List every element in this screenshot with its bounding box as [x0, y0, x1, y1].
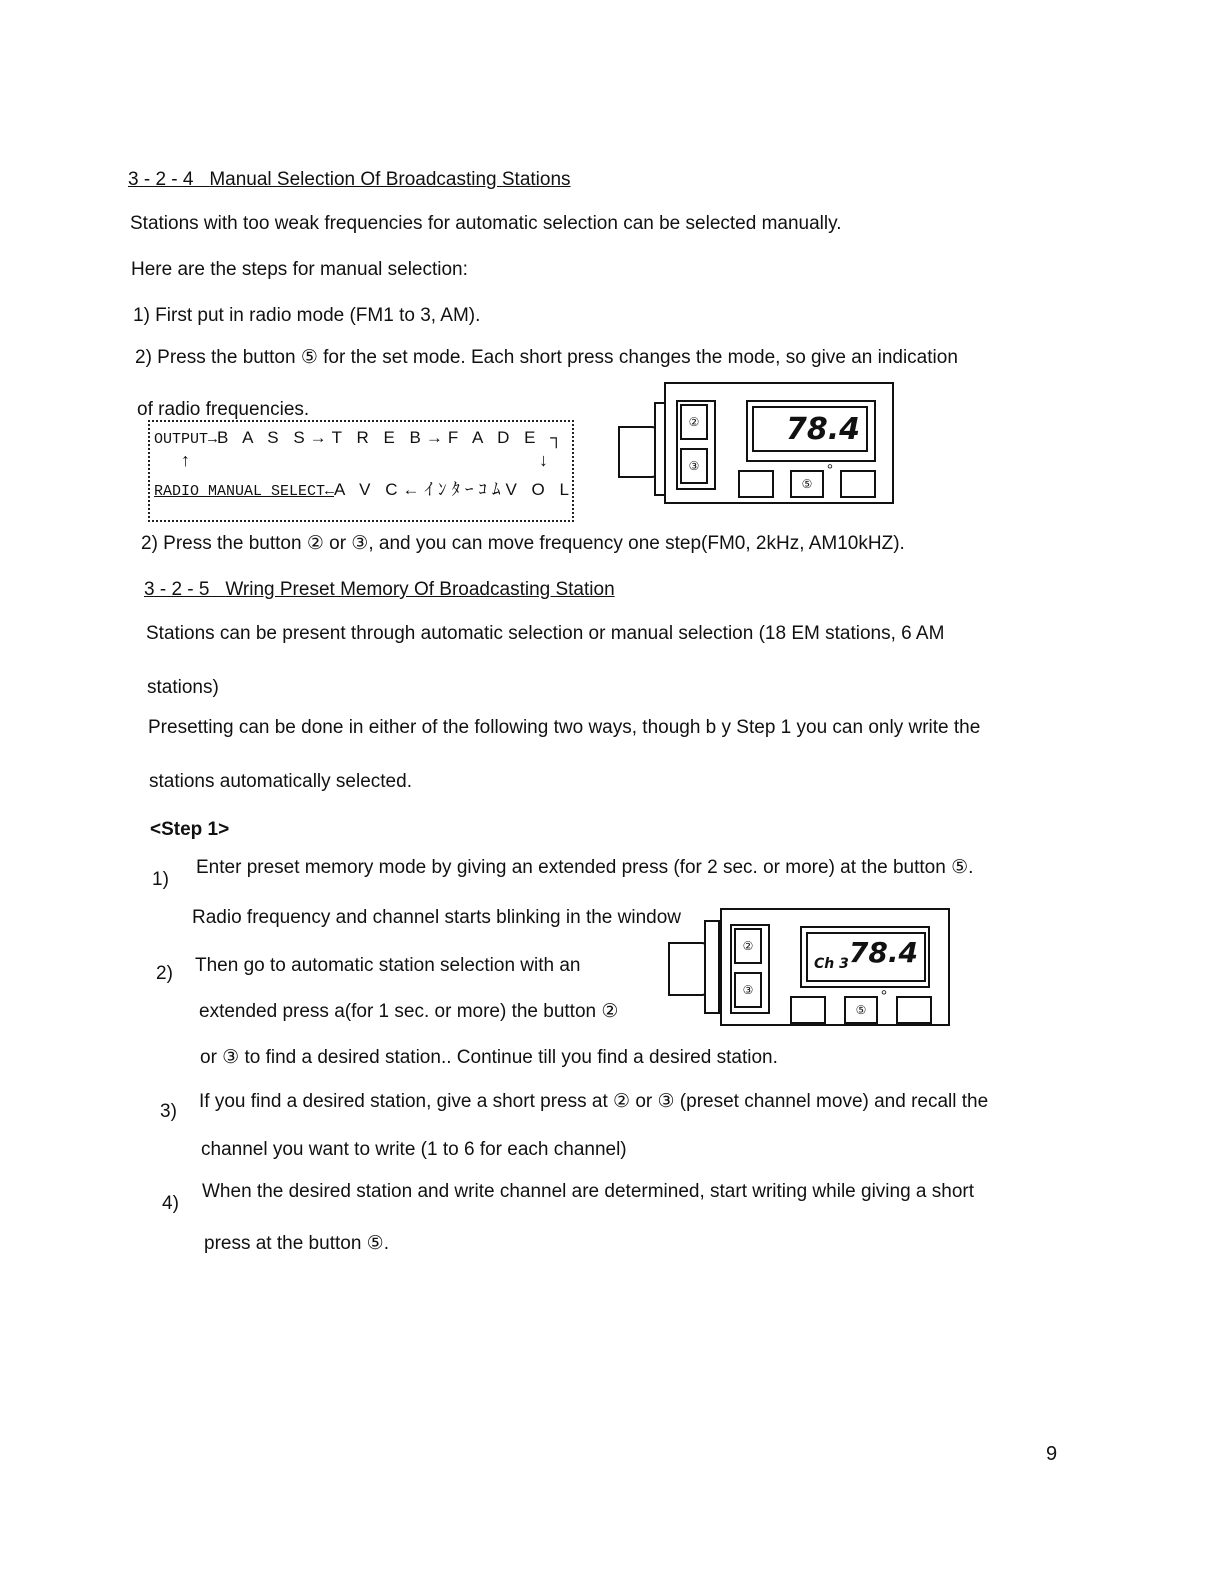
up-arrow-icon: ↑ — [180, 452, 191, 472]
flow-manual-select-label: RADIO MANUAL SELECT← — [154, 483, 335, 500]
preset-paragraph-1-line-2: stations) — [147, 677, 219, 698]
item-4-number: 4) — [162, 1193, 179, 1214]
section-325-number: 3 - 2 - 5 — [144, 579, 210, 600]
section-325-heading — [144, 578, 615, 602]
step-1-heading: <Step 1> — [150, 819, 230, 840]
flow-bottom-row — [154, 480, 574, 502]
section-324-intro: Stations with too weak frequencies for automatic selection can be selected manually. — [130, 213, 842, 234]
frequency-display: 78.4 — [752, 406, 868, 452]
button-3-icon-b: ③ — [734, 972, 762, 1008]
right-button — [840, 470, 876, 498]
button-2-icon: ② — [680, 404, 708, 440]
preset-display — [806, 932, 926, 982]
knob-2 — [668, 942, 708, 996]
item-2-line-2: extended press a(for 1 sec. or more) the button ② — [199, 1001, 619, 1022]
preset-paragraph-1-line-1: Stations can be present through automatic selection or manual selection (18 EM stations, 6 AM — [146, 623, 945, 644]
right-button-2 — [896, 996, 932, 1024]
item-1-line-1: Enter preset memory mode by giving an extended press (for 2 sec. or more) at the button ⑤. — [196, 857, 974, 878]
button-5-icon: ⑤ — [790, 470, 824, 498]
button-3-icon: ③ — [680, 448, 708, 484]
item-3-line-1: If you find a desired station, give a short press at ② or ③ (preset channel move) and recall the — [199, 1091, 989, 1112]
flow-top-row — [154, 428, 567, 450]
item-2-line-3: or ③ to find a desired station.. Continue till you find a desired station. — [200, 1047, 778, 1068]
left-button-2 — [790, 996, 826, 1024]
flow-bottom-sequence: A V C←ｲﾝﾀｰｺﾑV O L — [334, 480, 574, 499]
section-324-number: 3 - 2 - 4 — [128, 169, 194, 190]
preset-paragraph-2-line-1: Presetting can be done in either of the following two ways, though b y Step 1 you can only write the — [148, 717, 981, 738]
flow-output-label: OUTPUT→ — [154, 431, 218, 448]
radio-panel-preset-drawing — [668, 906, 950, 1028]
section-325-title: Wring Preset Memory Of Broadcasting Station — [225, 579, 615, 600]
step-1: 1) First put in radio mode (FM1 to 3, AM). — [133, 305, 481, 326]
item-2-line-1: Then go to automatic station selection with an — [195, 955, 581, 976]
page-number: 9 — [1046, 1443, 1058, 1465]
item-3-line-2: channel you want to write (1 to 6 for each channel) — [201, 1139, 627, 1160]
item-4-line-1: When the desired station and write channel are determined, start writing while giving a short — [202, 1181, 975, 1202]
step-2-line-2: of radio frequencies. — [137, 399, 310, 420]
step-2-line-1: 2) Press the button ⑤ for the set mode. Each short press changes the mode, so give an indication — [135, 347, 958, 368]
item-4-line-2: press at the button ⑤. — [204, 1233, 389, 1254]
channel-indicator: Ch 3 — [814, 956, 849, 972]
knob-mount-2 — [704, 920, 720, 1014]
mode-flow-diagram — [148, 420, 574, 522]
item-3-number: 3) — [160, 1101, 177, 1122]
indicator-dot-icon: ° — [826, 462, 834, 479]
button-2-icon-b: ② — [734, 928, 762, 964]
radio-panel-drawing — [618, 382, 894, 506]
indicator-dot-icon-2: ° — [880, 988, 888, 1005]
left-button — [738, 470, 774, 498]
section-324-title: Manual Selection Of Broadcasting Stations — [209, 169, 571, 190]
button-5-icon-b: ⑤ — [844, 996, 878, 1024]
steps-intro: Here are the steps for manual selection: — [131, 259, 468, 280]
flow-top-sequence: B A S S→T R E B→F A D E ┐ — [217, 428, 568, 447]
down-arrow-icon: ↓ — [538, 452, 549, 472]
item-1-number: 1) — [152, 869, 169, 890]
item-2-number: 2) — [156, 963, 173, 984]
step-3: 2) Press the button ② or ③, and you can move frequency one step(FM0, 2kHz, AM10kHZ). — [141, 533, 905, 554]
preset-frequency-display: 78.4 — [848, 936, 918, 969]
knob — [618, 426, 658, 478]
section-324-heading — [128, 168, 571, 192]
item-1-line-2: Radio frequency and channel starts blinking in the window — [192, 907, 682, 928]
preset-paragraph-2-line-2: stations automatically selected. — [149, 771, 412, 792]
